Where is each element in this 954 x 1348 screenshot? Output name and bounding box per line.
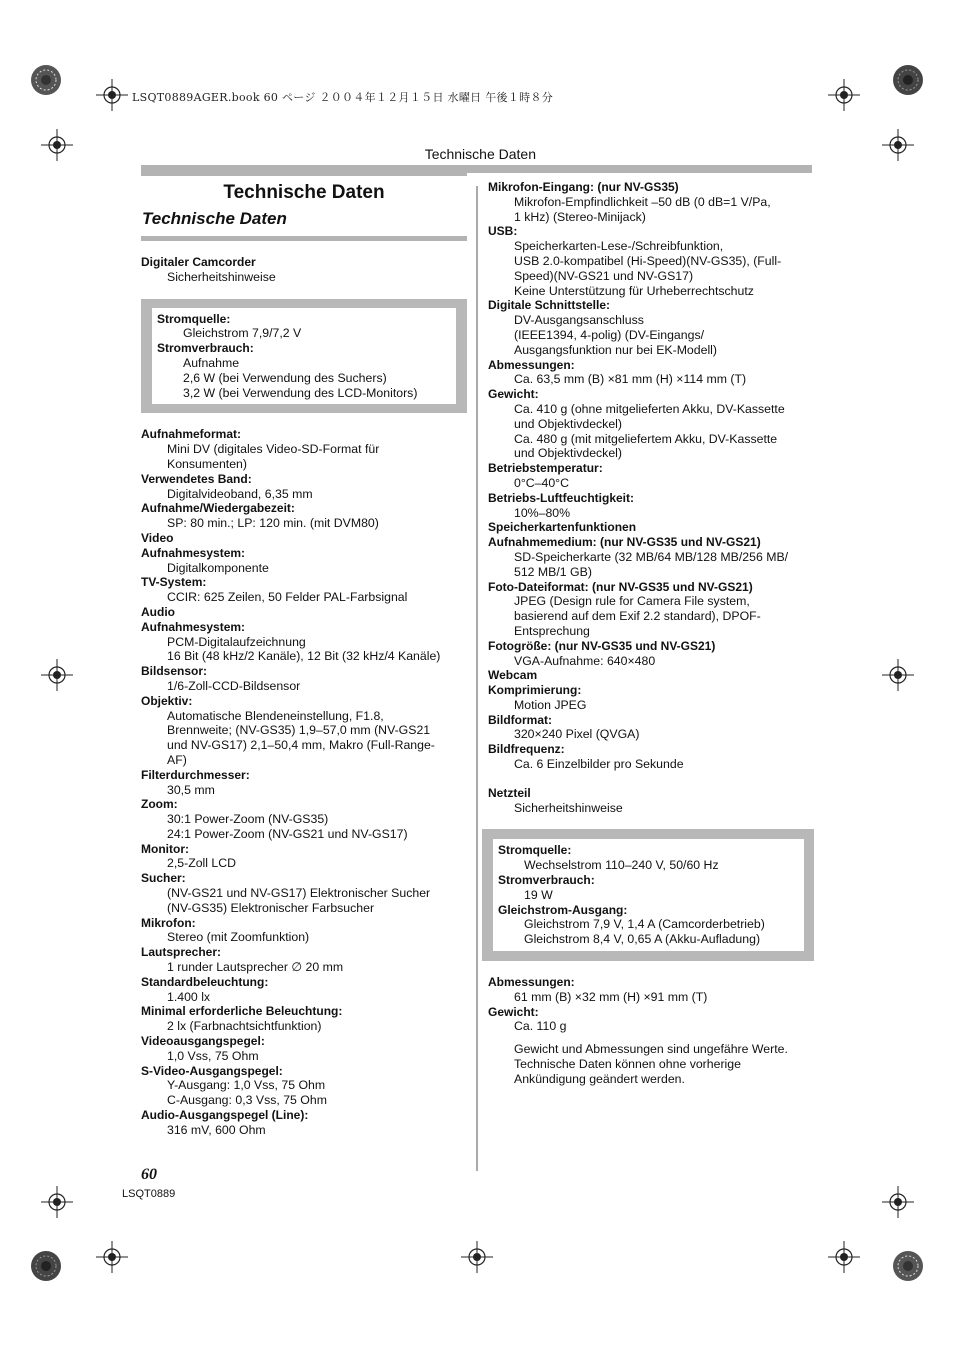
spec-value: Stereo (mit Zoomfunktion) [167, 930, 310, 945]
registration-mark-icon [41, 129, 73, 161]
power-box [141, 299, 467, 414]
spec-label: Lautsprecher: [141, 945, 222, 960]
spec-value: Sicherheitshinweise [167, 269, 276, 284]
spec-value: 1/6-Zoll-CCD-Bildsensor [167, 678, 301, 693]
registration-mark-icon [882, 659, 914, 691]
spec-value: 1.400 lx [167, 989, 211, 1004]
page-number: 60 [141, 1166, 157, 1183]
spec-value: 1 kHz) (Stereo-Minijack) [514, 209, 646, 224]
spec-value: Automatische Blendeneinstellung, F1.8, [167, 708, 384, 723]
disclaimer-note [488, 1042, 810, 1086]
spec-label: Speicherkartenfunktionen [488, 520, 637, 535]
registration-mark-icon [828, 79, 860, 111]
spec-label: Minimal erforderliche Beleuchtung: [141, 1004, 343, 1019]
corner-star-target-icon [892, 1250, 924, 1282]
netzteil-intro [488, 786, 810, 816]
spec-value: Gleichstrom 8,4 V, 0,65 A (Akku-Aufladung) [524, 932, 761, 947]
spec-label: USB: [488, 224, 518, 239]
spec-value: Keine Unterstützung für Urheberrechtschutz [514, 283, 754, 298]
spec-label: Digitale Schnittstelle: [488, 298, 611, 313]
spec-value: Y-Ausgang: 1,0 Vss, 75 Ohm [167, 1078, 326, 1093]
spec-value: Brennweite; (NV-GS35) 1,9–57,0 mm (NV-GS21 [167, 723, 431, 738]
spec-value: C-Ausgang: 0,3 Vss, 75 Ohm [167, 1093, 327, 1108]
spec-label: Audio-Ausgangspegel (Line): [141, 1108, 309, 1123]
spec-label: Gewicht: [488, 1004, 539, 1019]
spec-label: Stromquelle: [498, 843, 572, 858]
spec-value: 320×240 Pixel (QVGA) [514, 727, 640, 742]
spec-value: USB 2.0-kompatibel (Hi-Speed)(NV-GS35), (Full- [514, 253, 782, 268]
spec-value: 512 MB/1 GB) [514, 564, 592, 579]
camcorder-spec-list [141, 427, 467, 1137]
spec-label: TV-System: [141, 575, 207, 590]
note-line: Ankündigung geändert werden. [514, 1071, 685, 1086]
spec-value: (NV-GS35) Elektronischer Farbsucher [167, 900, 375, 915]
spacer [488, 772, 810, 786]
spec-label: Bildfrequenz: [488, 742, 565, 757]
spec-value: 0°C–40°C [514, 475, 569, 490]
spec-value: Konsumenten) [167, 456, 247, 471]
spec-value: Gleichstrom 7,9 V, 1,4 A (Camcorderbetrieb) [524, 917, 765, 932]
spec-value: und Objektivdeckel) [514, 446, 622, 461]
spec-value: Ca. 63,5 mm (B) ×81 mm (H) ×114 mm (T) [514, 372, 747, 387]
spec-value: Ausgangsfunktion nur bei EK-Modell) [514, 342, 718, 357]
registration-mark-icon [96, 1241, 128, 1273]
spec-value: DV-Ausgangsanschluss [514, 313, 644, 328]
spec-value: Sicherheitshinweise [514, 800, 623, 815]
spec-label: Mikrofon-Eingang: (nur NV-GS35) [488, 180, 679, 194]
spec-value: basierend auf dem Exif 2.2 standard), DPOF- [514, 609, 761, 624]
spec-label: Bildsensor: [141, 664, 208, 679]
spec-value: Digitalvideoband, 6,35 mm [167, 486, 313, 501]
spec-value: Motion JPEG [514, 697, 587, 712]
print-info-header: LSQT0889AGER.book 60 ページ ２００４年１２月１５日 水曜日 午後１時８分 [132, 91, 554, 104]
spec-label: Video [141, 530, 174, 545]
spec-label: Verwendetes Band: [141, 471, 252, 486]
spec-value: PCM-Digitalaufzeichnung [167, 634, 306, 649]
spec-value: Digitalkomponente [167, 560, 269, 575]
spec-value: AF) [167, 752, 187, 767]
spec-label: Foto-Dateiformat: (nur NV-GS35 und NV-GS21) [488, 579, 753, 594]
right-column [488, 180, 810, 1087]
spec-label: Objektiv: [141, 693, 193, 708]
spec-value: und Objektivdeckel) [514, 416, 622, 431]
corner-star-target-icon [892, 64, 924, 96]
spec-label: Aufnahmemedium: (nur NV-GS35 und NV-GS21) [488, 535, 761, 550]
registration-mark-icon [41, 659, 73, 691]
spec-value: 2 lx (Farbnachtsichtfunktion) [167, 1019, 322, 1034]
spec-label: Bildformat: [488, 712, 552, 727]
camcorder-spec-list-continued [488, 180, 810, 772]
spec-value: 1,0 Vss, 75 Ohm [167, 1048, 259, 1063]
spec-label: Aufnahmeformat: [141, 427, 242, 442]
spec-label: Sucher: [141, 871, 186, 886]
spec-value: Mini DV (digitales Video-SD-Format für [167, 442, 380, 457]
spec-label: Betriebstemperatur: [488, 461, 603, 476]
spec-value: 16 Bit (48 kHz/2 Kanäle), 12 Bit (32 kHz/4 Kanäle) [167, 649, 441, 664]
registration-mark-icon [882, 129, 914, 161]
spec-value: 2,6 W (bei Verwendung des Suchers) [183, 370, 387, 385]
spec-value: 24:1 Power-Zoom (NV-GS21 und NV-GS17) [167, 826, 408, 841]
spec-label: Filterdurchmesser: [141, 767, 250, 782]
section-subtitle: Technische Daten [142, 209, 287, 228]
model-code: LSQT0889 [122, 1188, 176, 1200]
spec-value: 10%–80% [514, 505, 571, 520]
spec-value: Entsprechung [514, 623, 590, 638]
adapter-power-box-content [493, 839, 804, 951]
spec-label: Audio [141, 604, 175, 619]
spec-label: Stromquelle: [157, 311, 231, 326]
spec-label: Stromverbrauch: [157, 341, 254, 356]
spec-label: Abmessungen: [488, 357, 575, 372]
spec-value: Speicherkarten-Lese-/Schreibfunktion, [514, 239, 724, 254]
title-block [141, 173, 467, 241]
spec-value: SP: 80 min.; LP: 120 min. (mit DVM80) [167, 516, 379, 531]
spec-label: Standardbeleuchtung: [141, 974, 269, 989]
spec-label: Aufnahmesystem: [141, 619, 246, 634]
header-rule [141, 165, 812, 173]
note-line: Technische Daten können ohne vorherige [514, 1057, 741, 1072]
spec-value: (IEEE1394, 4-polig) (DV-Eingangs/ [514, 327, 705, 342]
running-head: Technische Daten [424, 146, 536, 162]
spec-label: Fotogröße: (nur NV-GS35 und NV-GS21) [488, 638, 716, 653]
spec-label: Monitor: [141, 841, 189, 856]
spec-value: Ca. 410 g (ohne mitgelieferten Akku, DV-Kassette [514, 401, 785, 416]
spec-label: Zoom: [141, 797, 178, 812]
spec-label: Aufnahme/Wiedergabezeit: [141, 501, 295, 516]
spec-label: Videoausgangspegel: [141, 1034, 265, 1049]
spec-label: Webcam [488, 668, 538, 683]
corner-star-target-icon [30, 1250, 62, 1282]
spec-label: Netzteil [488, 785, 531, 800]
corner-star-target-icon [30, 64, 62, 96]
spec-value: Wechselstrom 110–240 V, 50/60 Hz [524, 858, 719, 873]
spec-value: 19 W [524, 887, 553, 902]
spacer [141, 241, 467, 255]
spec-value: 2,5-Zoll LCD [167, 856, 237, 871]
registration-mark-icon [96, 79, 128, 111]
adapter-spec-list [488, 975, 810, 1034]
spec-label: Aufnahmesystem: [141, 545, 246, 560]
power-box-content [152, 308, 456, 405]
registration-mark-icon [828, 1241, 860, 1273]
spec-value: VGA-Aufnahme: 640×480 [514, 653, 656, 668]
spec-value: SD-Speicherkarte (32 MB/64 MB/128 MB/256 MB/ [514, 549, 789, 564]
spec-label: Gewicht: [488, 387, 539, 402]
adapter-power-box [482, 829, 814, 961]
spec-value: Ca. 6 Einzelbilder pro Sekunde [514, 757, 684, 772]
registration-mark-icon [882, 1186, 914, 1218]
spec-value: 61 mm (B) ×32 mm (H) ×91 mm (T) [514, 989, 708, 1004]
spec-value: 30,5 mm [167, 782, 215, 797]
spec-label: Abmessungen: [488, 975, 575, 990]
spec-label: Digitaler Camcorder [141, 255, 256, 269]
spec-label: Komprimierung: [488, 683, 582, 698]
spec-value: Ca. 110 g [514, 1019, 567, 1034]
spec-value: und NV-GS17) 2,1–50,4 mm, Makro (Full-Range- [167, 738, 435, 753]
spec-value: (NV-GS21 und NV-GS17) Elektronischer Sucher [167, 886, 431, 901]
spec-value: Aufnahme [183, 355, 240, 370]
left-column [141, 173, 467, 1138]
registration-mark-icon [461, 1241, 493, 1273]
spec-value: 316 mV, 600 Ohm [167, 1122, 266, 1137]
camcorder-intro [141, 255, 467, 285]
spec-label: Betriebs-Luftfeuchtigkeit: [488, 490, 635, 505]
column-divider [476, 186, 478, 1171]
spec-label: S-Video-Ausgangspegel: [141, 1063, 283, 1078]
spec-value: JPEG (Design rule for Camera File system, [514, 594, 750, 609]
spec-value: Ca. 480 g (mit mitgeliefertem Akku, DV-Kassette [514, 431, 778, 446]
spec-value: 1 runder Lautsprecher ∅ 20 mm [167, 960, 344, 975]
spec-value: CCIR: 625 Zeilen, 50 Felder PAL-Farbsignal [167, 590, 408, 605]
page-title: Technische Daten [223, 182, 385, 203]
spec-value: Speed)(NV-GS21 und NV-GS17) [514, 268, 694, 283]
spec-label: Mikrofon: [141, 915, 196, 930]
registration-mark-icon [41, 1186, 73, 1218]
spec-value: Gleichstrom 7,9/7,2 V [183, 326, 302, 341]
spec-label: Stromverbrauch: [498, 873, 595, 888]
spec-value: 3,2 W (bei Verwendung des LCD-Monitors) [183, 385, 418, 400]
spec-label: Gleichstrom-Ausgang: [498, 902, 628, 917]
note-line: Gewicht und Abmessungen sind ungefähre Werte. [514, 1042, 788, 1057]
spec-value: Mikrofon-Empfindlichkeit –50 dB (0 dB=1 V/Pa, [514, 194, 771, 209]
spec-value: 30:1 Power-Zoom (NV-GS35) [167, 812, 329, 827]
